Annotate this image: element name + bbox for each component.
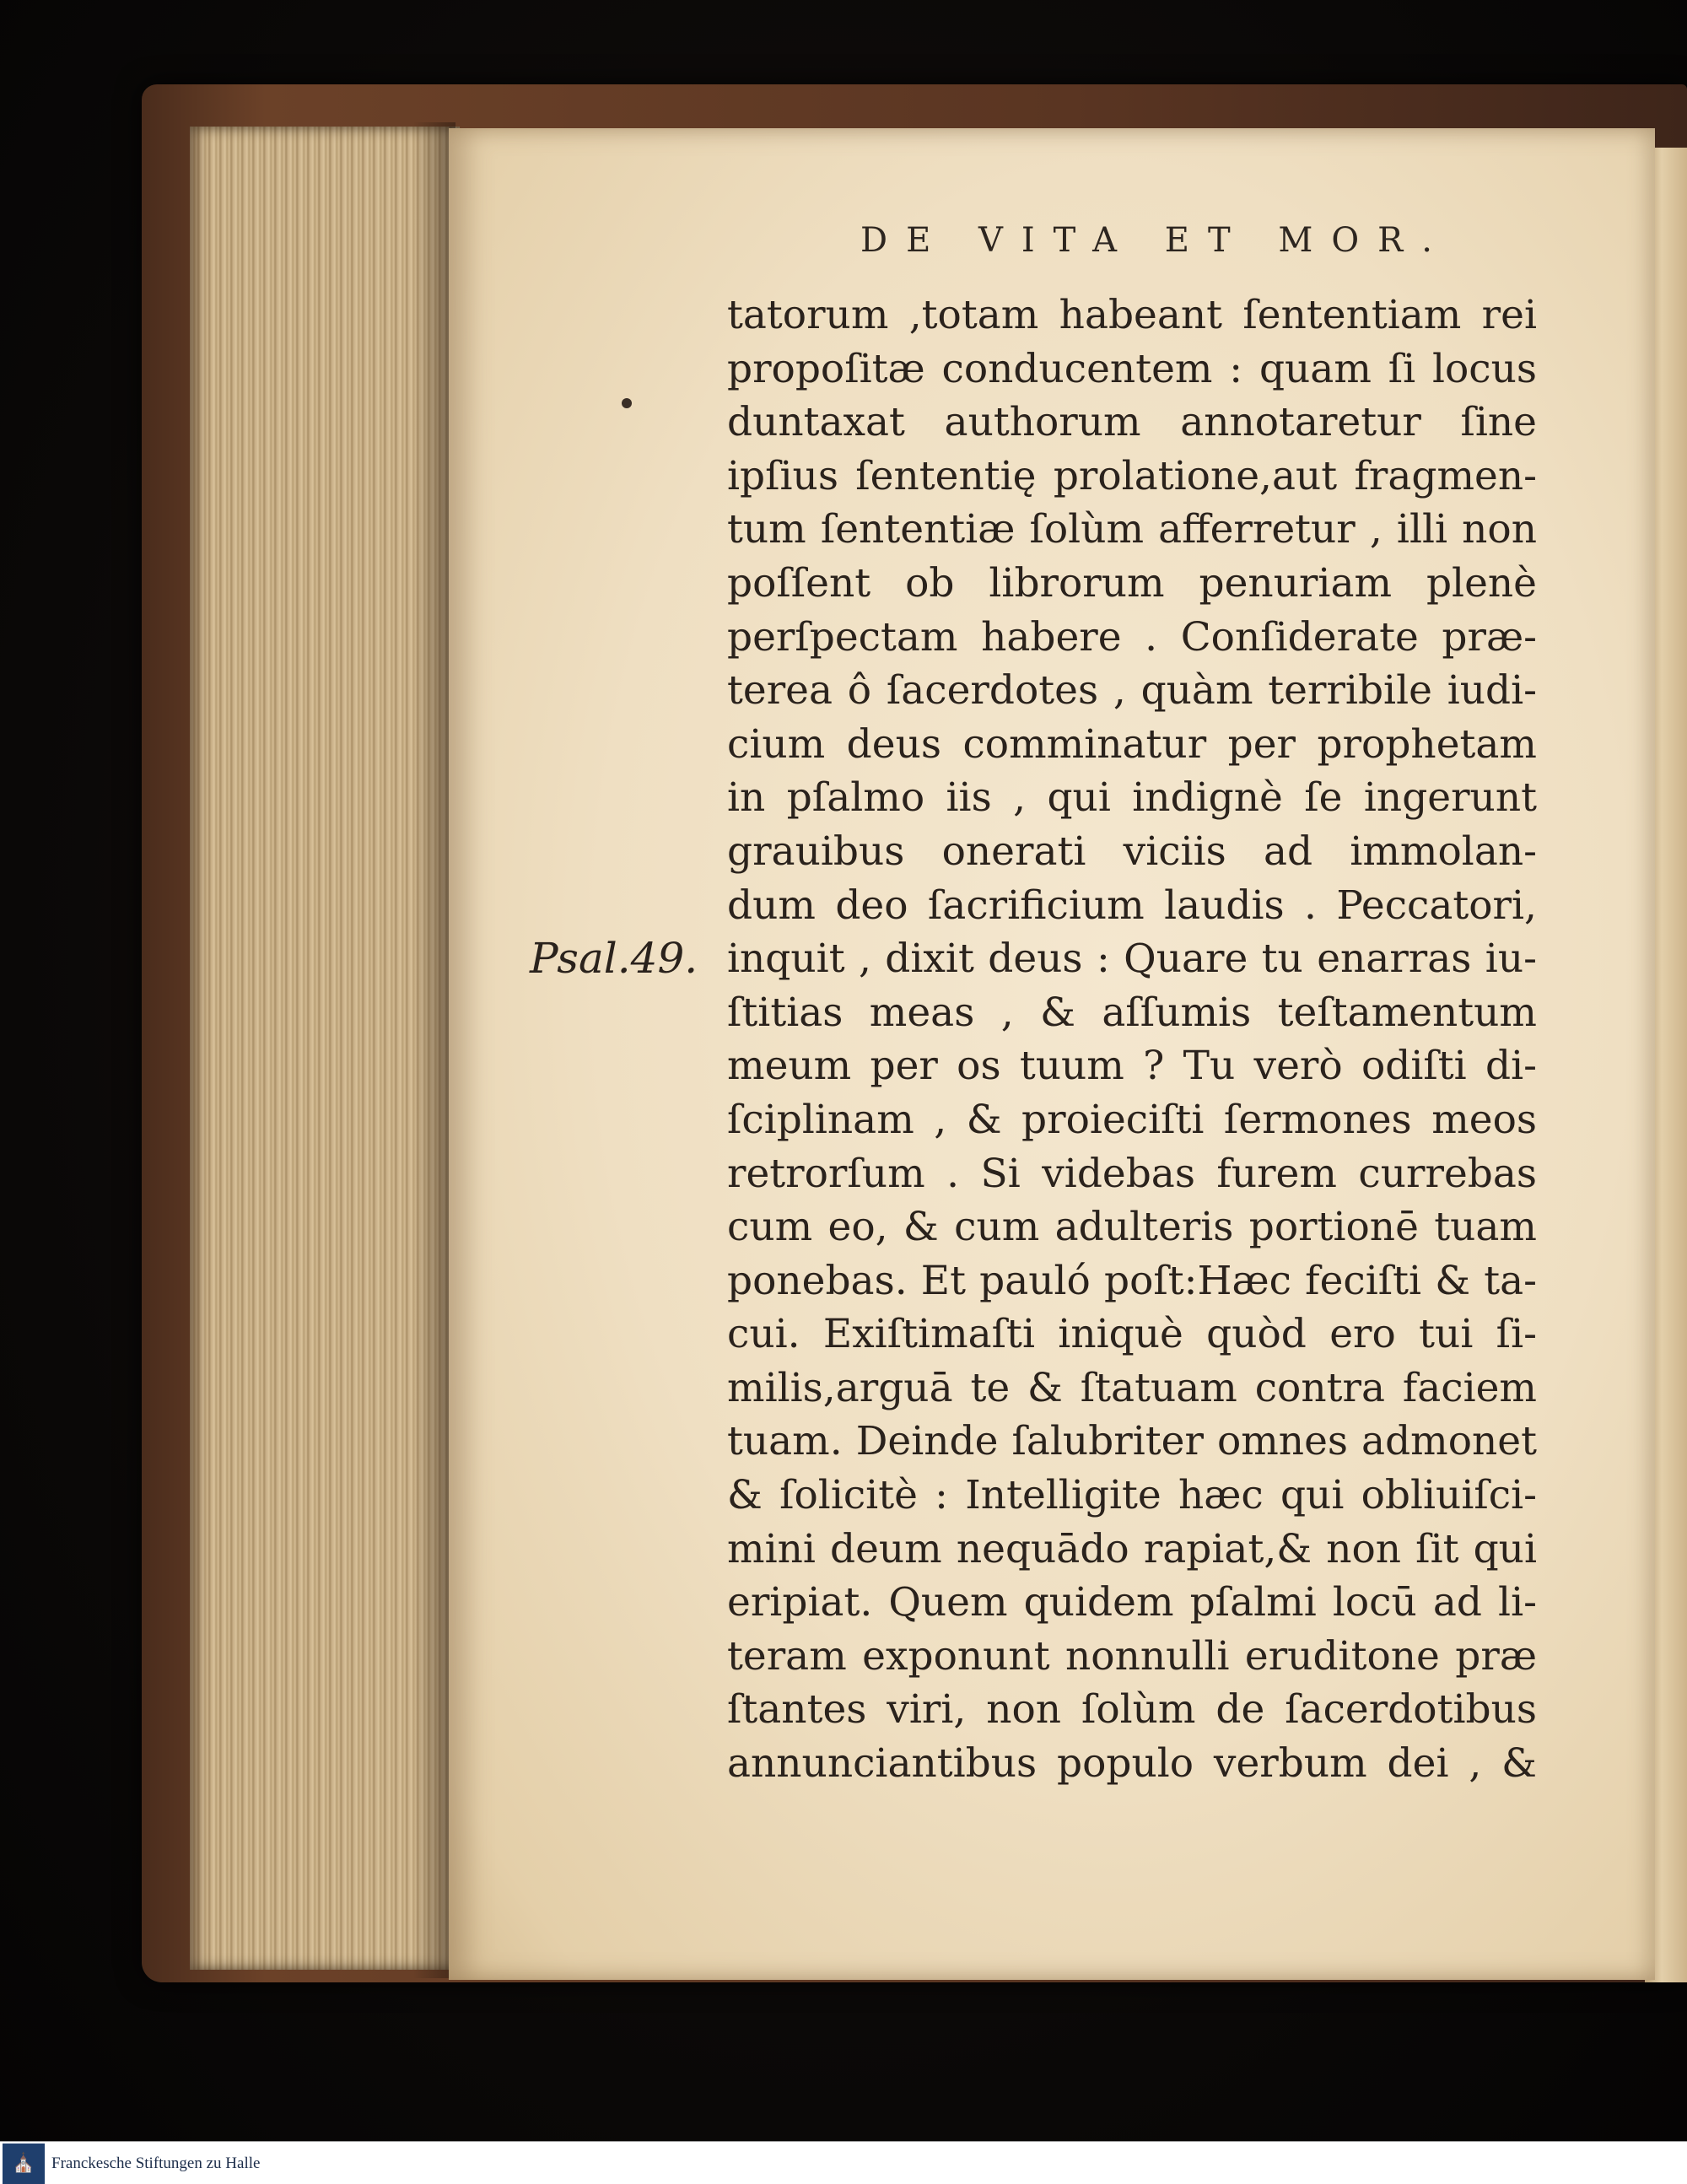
text-line: tatorum ,totam habeant ſententiam rei (727, 292, 1537, 338)
text-line: cum eo, & cum adulteris portionē tuam (727, 1204, 1537, 1251)
running-head: DE VITA ET MOR. (860, 221, 1451, 260)
text-line: cium deus comminatur per prophetam (727, 720, 1537, 768)
text-line: meum per os tuum ? Tu verò odiſti di- (727, 1043, 1537, 1090)
text-line: teram exponunt nonnulli eruditone præ (727, 1632, 1537, 1680)
text-line: perſpectam habere . Conſiderate præ- (727, 613, 1537, 661)
text-line: ſtitias meas , & aſſumis teſtamentum (727, 989, 1537, 1036)
text-line: poſſent ob librorum penuriam plenè (727, 559, 1537, 607)
text-line: ſtantes viri, non ſolùm de ſacerdotibus (727, 1686, 1537, 1734)
text-line: cui. Exiſtimaſti iniquè quòd ero tui ſi- (727, 1311, 1537, 1358)
text-line: dum deo ſacrificium laudis . Peccatori, (727, 882, 1537, 929)
text-line: tuam. Deinde ſalubriter omnes admonet (727, 1418, 1537, 1465)
text-line: & ſolicitè : Intelligite hæc qui obliuiſci- (727, 1472, 1537, 1519)
text-block (727, 289, 1537, 1791)
footer-credit: Franckesche Stiftungen zu Halle (51, 2154, 261, 2172)
text-line: inquit , dixit deus : Quare tu enarras iu- (727, 936, 1537, 983)
text-line: terea ô ſacerdotes , quàm terribile iudi- (727, 667, 1537, 715)
footer-bar (0, 2141, 1687, 2184)
text-line: mini deum nequādo rapiat,& non ſit qui (727, 1525, 1537, 1572)
institution-logo-icon: ⛪ (3, 2144, 45, 2184)
text-line: retrorſum . Si videbas furem currebas (727, 1150, 1537, 1197)
text-line: annunciantibus populo verbum dei , & (727, 1740, 1537, 1788)
text-line: ponebas. Et pauló poſt:Hæc feciſti & ta- (727, 1257, 1537, 1304)
ink-dot (622, 398, 632, 408)
text-line: propoſitæ conducentem : quam ſi locus (727, 345, 1537, 392)
margin-note: Psal.49. (530, 934, 698, 983)
text-line: duntaxat authorum annotaretur ſine (727, 399, 1537, 446)
text-line: grauibus onerati viciis ad immolan- (727, 828, 1537, 875)
text-line: ipſius ſententię prolatione,aut fragmen- (727, 452, 1537, 499)
text-line: ſciplinam , & proieciſti ſermones meos (727, 1096, 1537, 1143)
text-line: in pſalmo iis , qui indignè ſe ingerunt (727, 774, 1537, 822)
text-line: tum ſententiæ ſolùm afferretur , illi non (727, 506, 1537, 553)
text-line: milis,arguā te & ſtatuam contra faciem (727, 1364, 1537, 1411)
text-line: eripiat. Quem quidem pſalmi locū ad li- (727, 1579, 1537, 1626)
